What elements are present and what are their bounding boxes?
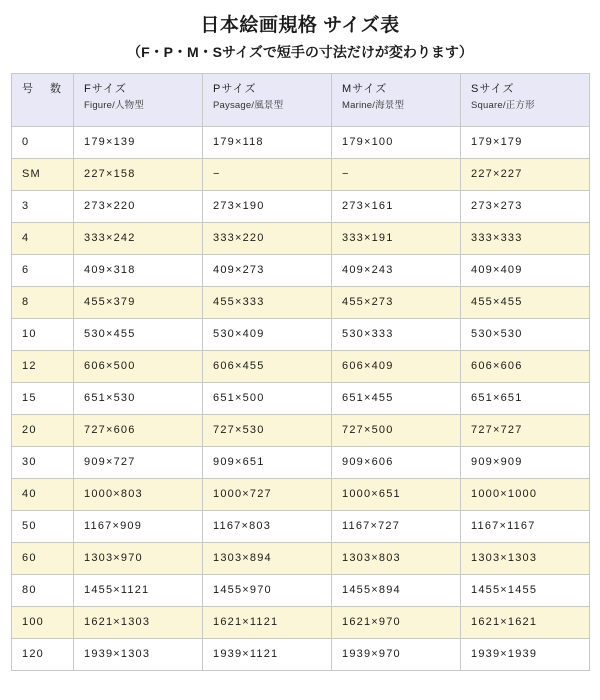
- table-row: [12, 286, 590, 318]
- cell-p: 1455×970: [203, 574, 332, 606]
- cell-f: 227×158: [74, 158, 203, 190]
- cell-m: 1303×803: [332, 542, 461, 574]
- cell-f: 727×606: [74, 414, 203, 446]
- size-table: [11, 73, 590, 671]
- cell-go: 12: [12, 350, 74, 382]
- cell-m: 179×100: [332, 126, 461, 158]
- cell-s: 179×179: [461, 126, 590, 158]
- cell-m: 606×409: [332, 350, 461, 382]
- column-header-go: 号 数: [12, 73, 74, 126]
- cell-f: 1167×909: [74, 510, 203, 542]
- cell-p: 651×500: [203, 382, 332, 414]
- table-row: [12, 158, 590, 190]
- table-row: [12, 222, 590, 254]
- cell-f: 1621×1303: [74, 606, 203, 638]
- cell-m: 455×273: [332, 286, 461, 318]
- cell-go: 4: [12, 222, 74, 254]
- cell-go: 8: [12, 286, 74, 318]
- table-row: [12, 318, 590, 350]
- cell-m: 273×161: [332, 190, 461, 222]
- cell-s: 1621×1621: [461, 606, 590, 638]
- cell-f: 1455×1121: [74, 574, 203, 606]
- column-header-m: Mサイズ Marine/海景型: [332, 73, 461, 126]
- cell-s: 909×909: [461, 446, 590, 478]
- column-header-s: Sサイズ Square/正方形: [461, 73, 590, 126]
- page-title: 日本絵画規格 サイズ表: [200, 15, 400, 36]
- cell-m: 1939×970: [332, 638, 461, 670]
- cell-p: 409×273: [203, 254, 332, 286]
- cell-f: 409×318: [74, 254, 203, 286]
- cell-p: 530×409: [203, 318, 332, 350]
- cell-m: 909×606: [332, 446, 461, 478]
- cell-go: 120: [12, 638, 74, 670]
- cell-s: 727×727: [461, 414, 590, 446]
- cell-m: 1621×970: [332, 606, 461, 638]
- cell-s: 1000×1000: [461, 478, 590, 510]
- cell-m: 409×243: [332, 254, 461, 286]
- cell-go: SM: [12, 158, 74, 190]
- cell-go: 80: [12, 574, 74, 606]
- table-row: [12, 478, 590, 510]
- cell-f: 455×379: [74, 286, 203, 318]
- cell-f: 179×139: [74, 126, 203, 158]
- cell-f: 909×727: [74, 446, 203, 478]
- cell-p: 333×220: [203, 222, 332, 254]
- table-header: [12, 73, 590, 126]
- cell-f: 606×500: [74, 350, 203, 382]
- cell-m: 651×455: [332, 382, 461, 414]
- cell-go: 100: [12, 606, 74, 638]
- cell-m: −: [332, 158, 461, 190]
- cell-s: 651×651: [461, 382, 590, 414]
- cell-p: 909×651: [203, 446, 332, 478]
- cell-go: 15: [12, 382, 74, 414]
- cell-s: 1939×1939: [461, 638, 590, 670]
- cell-s: 1455×1455: [461, 574, 590, 606]
- cell-p: 606×455: [203, 350, 332, 382]
- cell-p: 1303×894: [203, 542, 332, 574]
- cell-f: 333×242: [74, 222, 203, 254]
- cell-m: 530×333: [332, 318, 461, 350]
- cell-p: 1939×1121: [203, 638, 332, 670]
- cell-go: 60: [12, 542, 74, 574]
- cell-s: 1303×1303: [461, 542, 590, 574]
- column-header-f: Fサイズ Figure/人物型: [74, 73, 203, 126]
- cell-p: 1000×727: [203, 478, 332, 510]
- cell-f: 1303×970: [74, 542, 203, 574]
- cell-p: 1167×803: [203, 510, 332, 542]
- page-subtitle: （F・P・M・Sサイズで短手の寸法だけが変わります）: [127, 43, 473, 60]
- table-row: [12, 350, 590, 382]
- table-row: [12, 414, 590, 446]
- cell-m: 1000×651: [332, 478, 461, 510]
- cell-s: 273×273: [461, 190, 590, 222]
- table-row: [12, 382, 590, 414]
- cell-go: 20: [12, 414, 74, 446]
- table-row: [12, 638, 590, 670]
- table-row: [12, 190, 590, 222]
- cell-p: −: [203, 158, 332, 190]
- cell-f: 1000×803: [74, 478, 203, 510]
- table-row: [12, 574, 590, 606]
- cell-f: 1939×1303: [74, 638, 203, 670]
- cell-p: 455×333: [203, 286, 332, 318]
- cell-go: 6: [12, 254, 74, 286]
- cell-s: 1167×1167: [461, 510, 590, 542]
- cell-s: 530×530: [461, 318, 590, 350]
- cell-f: 651×530: [74, 382, 203, 414]
- cell-m: 1167×727: [332, 510, 461, 542]
- cell-m: 333×191: [332, 222, 461, 254]
- cell-f: 273×220: [74, 190, 203, 222]
- cell-f: 530×455: [74, 318, 203, 350]
- cell-s: 606×606: [461, 350, 590, 382]
- cell-m: 727×500: [332, 414, 461, 446]
- cell-s: 227×227: [461, 158, 590, 190]
- cell-go: 50: [12, 510, 74, 542]
- table-row: [12, 126, 590, 158]
- column-header-p: Pサイズ Paysage/風景型: [203, 73, 332, 126]
- cell-s: 455×455: [461, 286, 590, 318]
- cell-p: 273×190: [203, 190, 332, 222]
- table-header-row: [12, 73, 590, 126]
- table-row: [12, 510, 590, 542]
- cell-p: 1621×1121: [203, 606, 332, 638]
- cell-go: 30: [12, 446, 74, 478]
- table-body: [12, 126, 590, 670]
- table-row: [12, 446, 590, 478]
- cell-s: 409×409: [461, 254, 590, 286]
- cell-go: 0: [12, 126, 74, 158]
- cell-go: 3: [12, 190, 74, 222]
- table-row: [12, 606, 590, 638]
- cell-s: 333×333: [461, 222, 590, 254]
- size-table-wrapper: [11, 73, 589, 671]
- cell-go: 40: [12, 478, 74, 510]
- cell-p: 179×118: [203, 126, 332, 158]
- cell-p: 727×530: [203, 414, 332, 446]
- table-row: [12, 254, 590, 286]
- cell-go: 10: [12, 318, 74, 350]
- title-block: [0, 0, 600, 61]
- cell-m: 1455×894: [332, 574, 461, 606]
- table-row: [12, 542, 590, 574]
